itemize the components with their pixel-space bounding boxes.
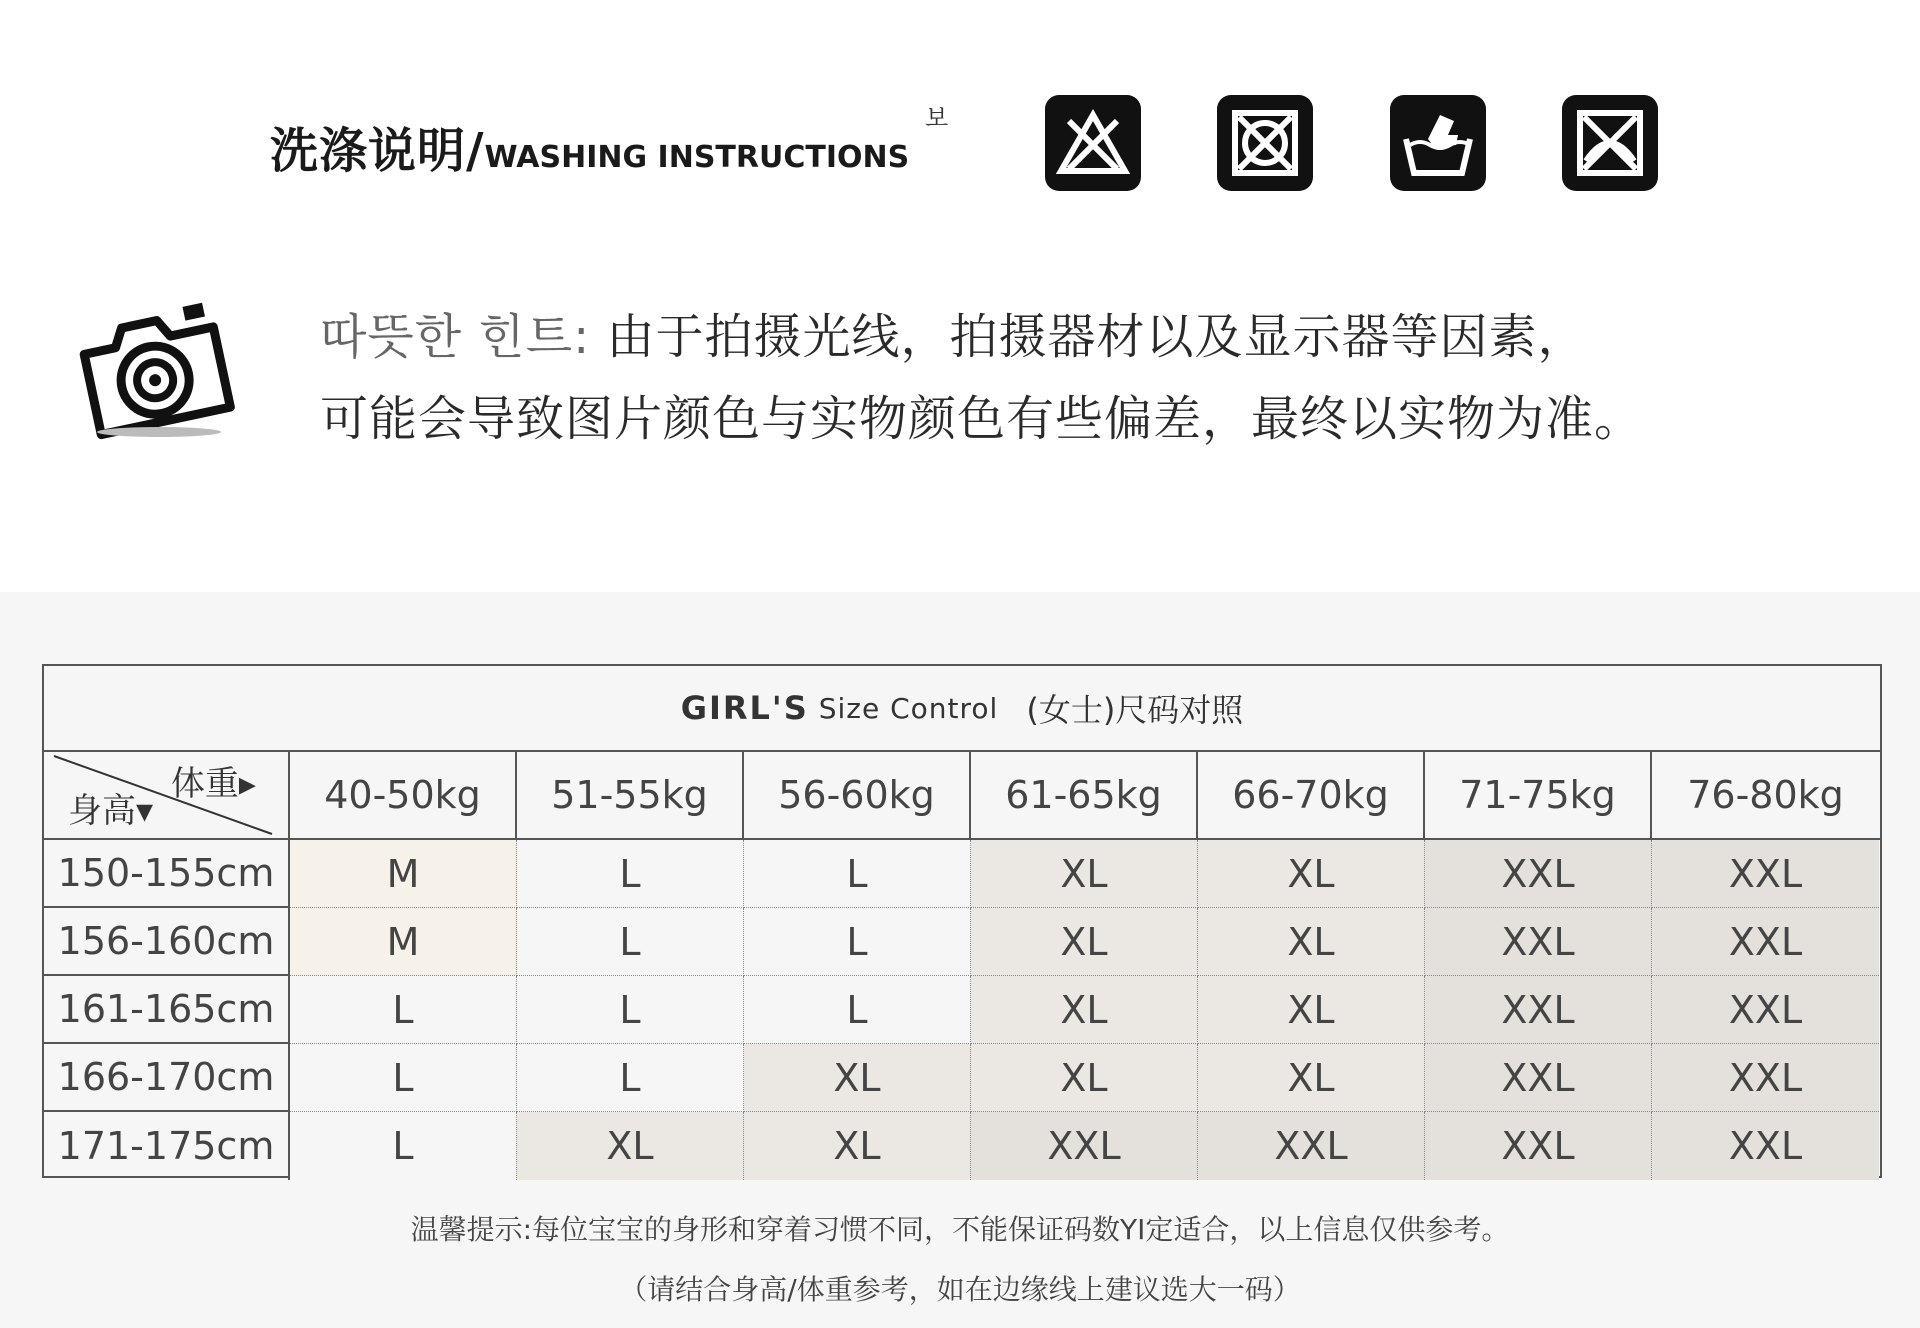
size-cell: XXL (1425, 1112, 1652, 1180)
size-cell: M (290, 908, 517, 976)
weight-header-cell: 66-70kg (1198, 752, 1425, 838)
table-row (44, 840, 1880, 908)
size-cell: XXL (1425, 976, 1652, 1044)
washing-title-en: WASHING INSTRUCTIONS (484, 140, 910, 175)
size-cell: L (290, 976, 517, 1044)
size-cell: L (517, 908, 744, 976)
size-cell: XXL (1425, 1044, 1652, 1112)
weight-axis-label: 体重▸ (170, 764, 256, 804)
footnote-1: 温馨提示:每位宝宝的身形和穿着习惯不同，不能保证码数YI定适合，以上信息仅供参考。 (410, 1213, 1510, 1246)
size-cell: M (290, 840, 517, 908)
size-cell: XXL (1652, 908, 1879, 976)
size-cell: L (517, 976, 744, 1044)
size-cell: XL (744, 1112, 971, 1180)
hand-wash-icon (1390, 95, 1486, 191)
height-cell: 166-170cm (44, 1044, 290, 1112)
table-row (44, 1044, 1880, 1112)
table-title-bold: GIRL'S (680, 689, 809, 727)
weight-header-cell: 51-55kg (517, 752, 744, 838)
height-cell: 171-175cm (44, 1112, 290, 1180)
tip-text-1: 由于拍摄光线，拍摄器材以及显示器等因素， (590, 309, 1587, 365)
size-chart-section (0, 592, 1920, 1328)
size-cell: XXL (1652, 1112, 1879, 1180)
table-header-row (44, 752, 1880, 840)
size-cell: XL (744, 1044, 971, 1112)
table-title-cn: (女士)尺码对照 (1026, 691, 1244, 729)
height-axis-label: 身高▾ (68, 791, 154, 831)
size-cell: XXL (1652, 1044, 1879, 1112)
size-table (42, 664, 1882, 1178)
tip-label: 따뜻한 힌트: (320, 309, 591, 365)
size-cell: L (744, 976, 971, 1044)
size-cell: XL (971, 976, 1198, 1044)
size-cell: XXL (1425, 840, 1652, 908)
weight-header-cell: 61-65kg (971, 752, 1198, 838)
table-title (44, 666, 1880, 752)
size-cell: XXL (1198, 1112, 1425, 1180)
table-title-regular: Size Control (818, 691, 999, 725)
size-cell: XL (971, 908, 1198, 976)
size-cell: L (744, 840, 971, 908)
table-corner-cell (44, 752, 290, 838)
table-row (44, 976, 1880, 1044)
size-cell: XXL (1652, 976, 1879, 1044)
washing-title (270, 112, 909, 181)
size-cell: XXL (1425, 908, 1652, 976)
camera-icon (75, 300, 235, 440)
table-row (44, 908, 1880, 976)
size-cell: XXL (1652, 840, 1879, 908)
table-body (44, 752, 1880, 1180)
size-cell: L (290, 1112, 517, 1180)
size-cell: XL (1198, 908, 1425, 976)
weight-header-cell: 71-75kg (1425, 752, 1652, 838)
tip-line-1 (320, 298, 1587, 367)
size-cell: L (517, 840, 744, 908)
size-cell: XL (1198, 1044, 1425, 1112)
weight-header-cell: 76-80kg (1687, 773, 1844, 817)
size-cell: L (517, 1044, 744, 1112)
height-cell: 150-155cm (44, 840, 290, 908)
size-cell: L (744, 908, 971, 976)
size-cell: XXL (971, 1112, 1198, 1180)
footnote-2: （请结合身高/体重参考，如在边缘线上建议选大一码） (619, 1273, 1301, 1306)
size-cell: XL (1198, 840, 1425, 908)
size-cell: L (290, 1044, 517, 1112)
weight-header-cell: 56-60kg (744, 752, 971, 838)
no-dry-clean-icon (1562, 95, 1658, 191)
size-cell: XL (517, 1112, 744, 1180)
size-cell: XL (971, 840, 1198, 908)
size-cell: XL (971, 1044, 1198, 1112)
height-cell: 161-165cm (44, 976, 290, 1044)
small-glyph: 보 (925, 104, 949, 132)
table-row (44, 1112, 1880, 1180)
washing-title-cn: 洗涤说明/ (270, 123, 485, 179)
tip-line-2: 可能会导致图片颜色与实物颜色有些偏差，最终以实物为准。 (320, 391, 1644, 447)
no-bleach-icon (1045, 95, 1141, 191)
size-cell: XL (1198, 976, 1425, 1044)
no-tumble-dry-icon (1217, 95, 1313, 191)
weight-header-cell: 40-50kg (290, 752, 517, 838)
height-cell: 156-160cm (44, 908, 290, 976)
